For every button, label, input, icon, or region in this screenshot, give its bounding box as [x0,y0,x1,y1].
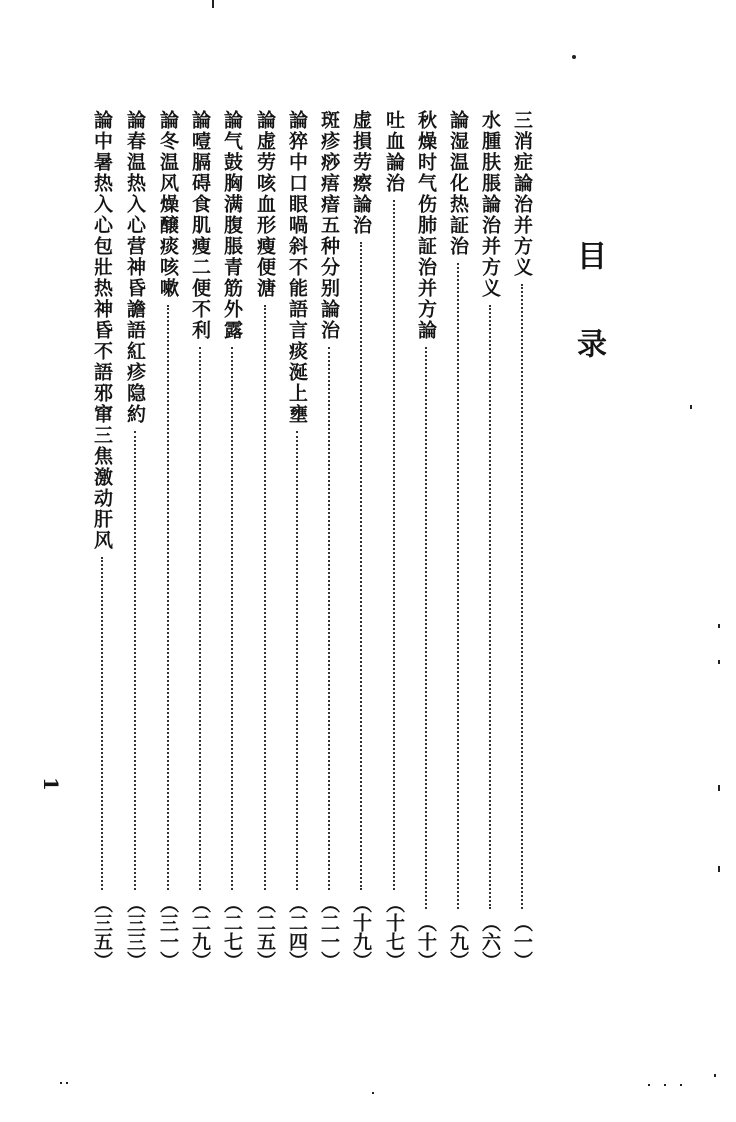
scan-speck [718,660,720,664]
toc-entry[interactable] [381,110,407,970]
entry-title: 論虚劳咳血形瘦便溏 [254,110,276,299]
scan-speck [212,0,214,8]
dot-leader [296,431,298,890]
entry-page: （二四） [286,894,308,970]
dot-leader [134,431,136,890]
scan-speck [372,1092,374,1094]
entry-page: （九） [447,913,469,970]
entry-title: 吐血論治 [383,110,405,194]
entry-page: （十） [415,913,437,970]
entry-page: （一） [511,913,533,970]
dot-leader [489,305,491,909]
entry-title: 論冬温风燥醸痰咳嗽 [157,110,179,299]
dot-leader [425,347,427,909]
entry-page: （二一） [318,894,340,970]
dot-leader [393,200,395,890]
entry-page: （二七） [221,894,243,970]
entry-title: 論春温热入心营神昏譫語紅疹隐約 [124,110,146,425]
entry-page: （六） [479,913,501,970]
entry-title: 論噎膈碍食肌瘦二便不利 [189,110,211,341]
dot-leader [360,242,362,890]
toc-entry[interactable] [284,110,310,970]
scan-speck [60,1082,62,1084]
dot-leader [199,347,201,890]
dot-leader [328,347,330,890]
entry-title: 論中暑热入心包壯热神昏不語邪窜三焦激动肝风 [91,110,113,551]
entry-title: 虚損劳瘵論治 [350,110,372,236]
dot-leader [101,557,103,890]
toc-entry[interactable] [316,110,342,970]
dot-leader [521,284,523,909]
entry-page: （二五） [254,894,276,970]
dot-leader [264,305,266,890]
toc-entry[interactable] [187,110,213,970]
scan-speck [664,1084,666,1086]
scan-speck [66,1082,68,1084]
dot-leader [457,263,459,909]
scan-speck [714,1074,716,1077]
entry-page: （二九） [189,894,211,970]
scan-speck [718,785,720,791]
toc-entry[interactable] [155,110,181,970]
entry-title: 水腫肤脹論治并方义 [479,110,501,299]
dot-leader [231,347,233,890]
toc-entry[interactable] [252,110,278,970]
toc-heading: 目录 [571,240,606,416]
entry-title: 斑疹痧痦瘖五种分别論治 [318,110,340,341]
scan-speck [718,866,720,872]
scan-speck [648,1084,650,1086]
entry-page: （十九） [350,894,372,970]
toc-entry[interactable] [445,110,471,970]
scan-speck [690,405,692,409]
entry-page: （十七） [383,894,405,970]
scan-speck [680,1084,682,1086]
dot-leader [167,305,169,890]
toc-entry[interactable] [348,110,374,970]
entry-title: 秋燥时气伤肺証治并方論 [415,110,437,341]
scan-speck [718,624,720,628]
margin-mark: 1 [38,777,63,791]
entry-title: 論气鼓胸满腹脹青筋外露 [221,110,243,341]
scan-speck [572,55,576,59]
entry-title: 論湿温化热証治 [447,110,469,257]
entry-page: （三三） [124,894,146,970]
toc-entry[interactable] [219,110,245,970]
entry-page: （三一） [157,894,179,970]
toc-entry[interactable] [89,110,115,970]
toc-entry[interactable] [122,110,148,970]
entry-title: 三消症論治并方义 [511,110,533,278]
entry-title: 論猝中口眼喎斜不能語言痰涎上壅 [286,110,308,425]
toc-entry[interactable] [509,110,535,970]
entry-page: （三五） [91,894,113,970]
toc-entry[interactable] [413,110,439,970]
toc-entry[interactable] [477,110,503,970]
